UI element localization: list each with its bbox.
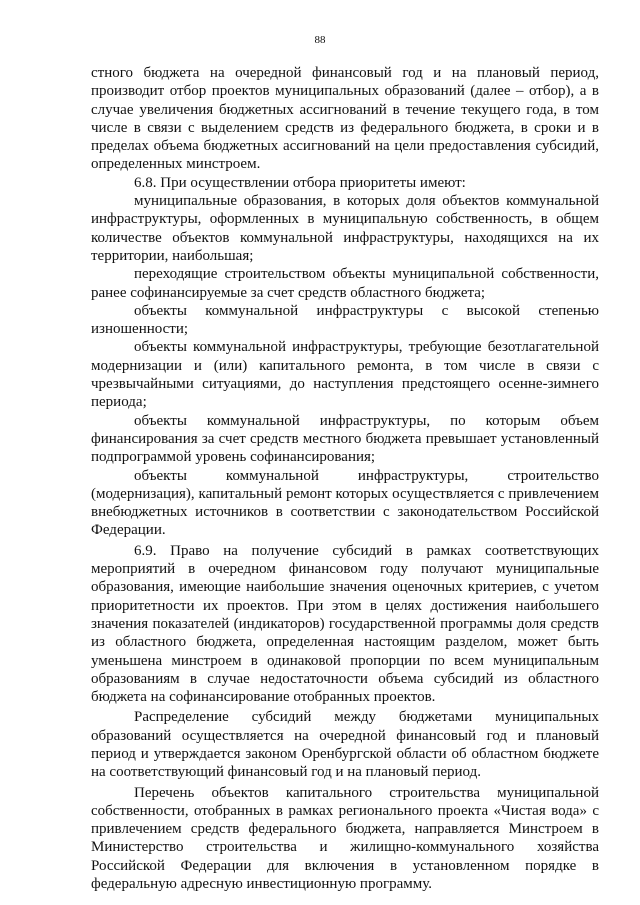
paragraph-6-8-heading: 6.8. При осуществлении отбора приоритеты имеют: [134,174,466,191]
priority-item-extrabudgetary: объекты коммунальной инфраструктуры, строительство (модернизация), капитальный ремонт которых осуществляется с привлечением внебюджетных источников в соответствии с законодательством Российской Федерации. [91,467,599,539]
paragraph-object-list: Перечень объектов капитального строительства муниципальной собственности, отобранных в рамках регионального проекта «Чистая вода» с привлечением средств федерального бюджета, направляется Минстроем в Министерство строительства и жилищно-коммунального хозяйства Российской Федерации для включения в установленном порядке в федеральную адресную инвестиционную программу. [91,784,599,893]
priority-item-municipalities: муниципальные образования, в которых доля объектов коммунальной инфраструктуры, оформленных в муниципальную собственность, в общем количестве объектов коммунальной инфраструктуры, находящихся на их территории, наибольшая; [91,193,599,264]
paragraph-continuation: стного бюджета на очередной финансовый год и на плановый период, производит отбор проектов муниципальных образований (далее – отбор), а в случае увеличения бюджетных ассигнований в течение текущего года, в том числе в связи с выделением средств из федерального бюджета, в сроки и в пределах объема бюджетных ассигнований на цели предоставления субсидий, определенных минстроем. [91,65,599,173]
document-body [91,64,599,893]
priority-item-urgent-modernization: объекты коммунальной инфраструктуры, требующие безотлагательной модернизации и (или) капитального ремонта, в том числе в связи с чрезвычайными ситуациями, до наступления предстоящего осенне-зимнего периода; [91,339,599,411]
paragraph-6-9: 6.9. Право на получение субсидий в рамках соответствующих мероприятий в очередном финансовом году получают муниципальные образования, имеющие наибольшие значения оценочных критериев, с учетом приоритетности их проектов. При этом в целях достижения наибольшего значения показателей (индикаторов) государственной программы доля средств из областного бюджета, определенная настоящим разделом, может быть уменьшена минстроем в одинаковой пропорции по всем муниципальным образованиям в случае недостаточности объема субсидий из областного бюджета на софинансирование отобранных проектов. [91,542,599,706]
page-number: 88 [314,34,326,46]
priority-item-high-wear: объекты коммунальной инфраструктуры с высокой степенью изношенности; [91,302,599,338]
priority-item-transitional-objects: переходящие строительством объекты муниципальной собственности, ранее софинансируемые за счет средств областного бюджета; [91,266,599,301]
paragraph-distribution: Распределение субсидий между бюджетами муниципальных образований осуществляется на очередной финансовый год и плановый период и утверждается законом Оренбургской области об областном бюджете на соответствующий финансовый год и на плановый период. [91,709,599,781]
priority-item-local-funding: объекты коммунальной инфраструктуры, по которым объем финансирования за счет средств местного бюджета превышает установленный подпрограммой уровень софинансирования; [91,412,599,466]
